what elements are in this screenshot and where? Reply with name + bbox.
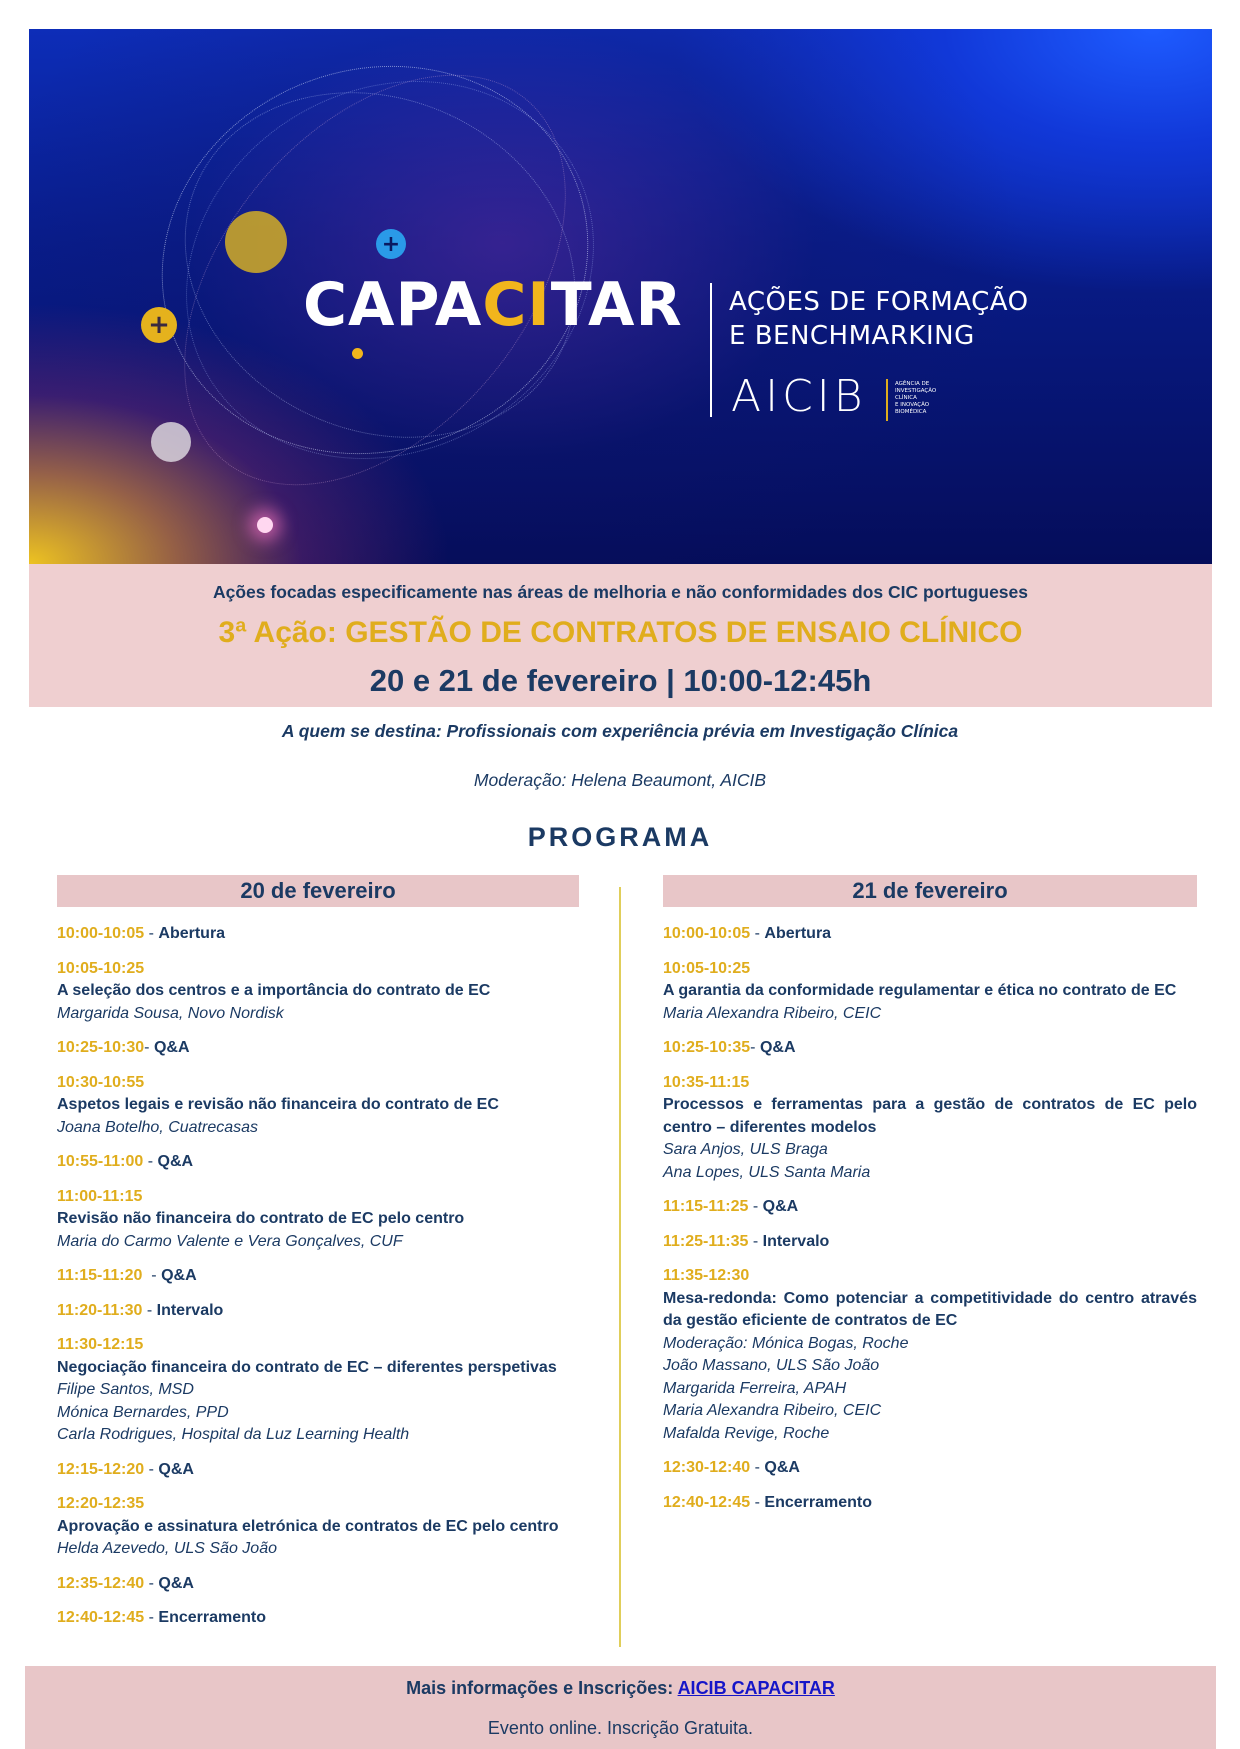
decorative-gold-dot <box>352 348 363 359</box>
session-speaker: João Massano, ULS São João <box>663 1357 880 1374</box>
session-time-line <box>663 1072 1197 1095</box>
session-time-line <box>57 1573 579 1596</box>
session-label: Abertura <box>764 925 832 942</box>
session-title: Mesa-redonda: Como potenciar a competitividade do centro através da gestão eficiente de contratos de EC <box>663 1289 1197 1329</box>
aicib-subtitle <box>895 381 936 416</box>
session-time: 10:05-10:25 <box>57 959 145 977</box>
time-separator: - <box>750 1493 765 1511</box>
program-session <box>57 1037 579 1060</box>
session-time-line <box>57 1493 579 1516</box>
session-time: 12:20-12:35 <box>57 1495 145 1512</box>
session-time: 12:40-12:45 <box>663 1493 751 1511</box>
session-title: Processos e ferramentas para a gestão de contratos de EC pelo centro – diferentes modelos <box>663 1096 1197 1136</box>
program-session <box>57 1151 579 1174</box>
time-separator: - <box>750 925 765 942</box>
session-time: 12:15-12:20 <box>57 1460 145 1478</box>
session-list <box>57 907 579 1630</box>
program-session <box>57 1186 579 1254</box>
aicib-subtitle-line: AGÊNCIA DE <box>895 381 930 387</box>
time-separator: - <box>143 1153 158 1170</box>
session-speaker: Ana Lopes, ULS Santa Maria <box>663 1163 871 1181</box>
session-speaker: Mónica Bernardes, PPD <box>57 1403 229 1421</box>
tagline-line: E BENCHMARKING <box>729 321 975 351</box>
session-label: Q&A <box>157 1153 194 1170</box>
event-format: Evento online. Inscrição Gratuita. <box>487 1718 754 1738</box>
program-session <box>57 1573 579 1596</box>
time-separator: - <box>144 1460 159 1478</box>
session-title: A garantia da conformidade regulamentar e ética no contrato de EC <box>663 982 1177 999</box>
session-time-line <box>57 1072 579 1095</box>
session-speaker: Moderação: Mónica Bogas, Roche <box>663 1334 909 1352</box>
session-label: Q&A <box>158 1460 194 1478</box>
session-time-line <box>57 1186 579 1209</box>
session-time: 11:00-11:15 <box>57 1187 143 1205</box>
session-time: 11:15-11:25 <box>663 1198 749 1215</box>
program-session <box>663 1072 1197 1185</box>
session-time: 11:30-12:15 <box>57 1336 144 1353</box>
day-header: 20 de fevereiro <box>57 875 579 907</box>
session-label: Q&A <box>764 1459 800 1476</box>
session-time: 10:55-11:00 <box>57 1153 144 1170</box>
session-label: Intervalo <box>762 1232 830 1250</box>
logo-text: CAPA <box>303 270 483 340</box>
session-label: Q&A <box>153 1039 190 1056</box>
day-column-21 <box>663 875 1197 1526</box>
program-session <box>57 1607 579 1630</box>
session-time: 11:15-11:20 <box>57 1267 143 1284</box>
aicib-subtitle-line: E INOVAÇÃO <box>895 402 930 408</box>
logo-highlight: CI <box>482 270 551 340</box>
time-separator: - <box>748 1198 763 1215</box>
program-session <box>663 1231 1197 1254</box>
session-time: 12:40-12:45 <box>57 1609 145 1626</box>
session-time: 12:30-12:40 <box>663 1459 751 1476</box>
session-time-line <box>663 1037 1197 1060</box>
session-time-line <box>663 1457 1197 1480</box>
program-session <box>57 1459 579 1482</box>
session-time: 10:30-10:55 <box>57 1073 145 1091</box>
session-speaker: Helda Azevedo, ULS São João <box>57 1540 277 1557</box>
session-time: 10:00-10:05 <box>57 925 145 942</box>
session-time-line <box>57 1607 579 1630</box>
logo-divider <box>710 283 712 417</box>
program-session <box>663 1492 1197 1515</box>
session-time-line <box>663 1265 1197 1288</box>
session-time: 10:25-10:35 <box>663 1039 751 1056</box>
time-separator: - <box>750 1459 765 1476</box>
session-title: Negociação financeira do contrato de EC – diferentes perspetivas <box>57 1358 557 1376</box>
session-time: 11:35-12:30 <box>663 1267 750 1284</box>
session-label: Encerramento <box>158 1609 266 1626</box>
session-time-line <box>57 958 579 981</box>
session-speaker: Maria do Carmo Valente e Vera Gonçalves, CUF <box>57 1232 403 1250</box>
session-label: Q&A <box>762 1198 799 1215</box>
session-time: 10:25-10:30 <box>57 1039 145 1056</box>
aicib-subtitle-line: INVESTIGAÇÃO <box>895 388 937 394</box>
session-label: Q&A <box>759 1039 796 1056</box>
capacitar-logo <box>303 270 683 340</box>
aicib-logo-separator <box>886 379 888 421</box>
more-info-label: Mais informações e Inscrições: <box>406 1678 678 1698</box>
time-separator: - <box>144 1609 159 1626</box>
session-time: 11:25-11:35 <box>663 1232 749 1250</box>
session-time-line <box>663 1231 1197 1254</box>
moderation: Moderação: Helena Beaumont, AICIB <box>473 770 767 790</box>
session-title: A seleção dos centros e a importância do contrato de EC <box>57 982 491 999</box>
session-speaker: Carla Rodrigues, Hospital da Luz Learning Health <box>57 1426 410 1443</box>
session-time-line <box>57 1300 579 1323</box>
program-session <box>57 1334 579 1447</box>
decorative-grey-circle <box>151 422 191 462</box>
session-time-line <box>57 1334 579 1357</box>
program-session <box>57 1072 579 1140</box>
session-title: Revisão não financeira do contrato de EC pelo centro <box>57 1210 465 1227</box>
action-title: 3ª Ação: GESTÃO DE CONTRATOS DE ENSAIO CLÍNICO <box>218 616 1023 649</box>
footer-band <box>25 1666 1216 1749</box>
tagline-line: AÇÕES DE FORMAÇÃO <box>729 287 1029 317</box>
program-session <box>663 1265 1197 1445</box>
session-time: 12:35-12:40 <box>57 1574 145 1592</box>
time-separator: - <box>144 1039 154 1056</box>
session-time-line <box>57 1151 579 1174</box>
session-label: Encerramento <box>764 1493 872 1511</box>
event-banner <box>29 29 1212 564</box>
session-label: Intervalo <box>156 1301 224 1319</box>
target-audience: A quem se destina: Profissionais com experiência prévia em Investigação Clínica <box>281 721 959 741</box>
aicib-subtitle-line: CLÍNICA <box>895 395 917 401</box>
focus-statement: Ações focadas especificamente nas áreas de melhoria e não conformidades dos CIC portugueses <box>213 582 1028 602</box>
logo-text: TAR <box>550 270 683 340</box>
program-session <box>663 958 1197 1026</box>
program-session <box>663 923 1197 946</box>
registration-link[interactable]: AICIB CAPACITAR <box>677 1678 835 1698</box>
session-time-line <box>57 923 579 946</box>
program-session <box>57 958 579 1026</box>
time-separator: - <box>144 1574 159 1592</box>
program-session <box>57 1300 579 1323</box>
program-session <box>663 1457 1197 1480</box>
session-title: Aspetos legais e revisão não financeira do contrato de EC <box>57 1096 499 1113</box>
session-speaker: Filipe Santos, MSD <box>57 1381 194 1398</box>
column-divider <box>619 887 621 1647</box>
program-session <box>663 1196 1197 1219</box>
event-dates: 20 e 21 de fevereiro | 10:00-12:45h <box>369 663 872 698</box>
program-session <box>57 1265 579 1288</box>
time-separator: - <box>748 1232 763 1250</box>
decorative-gold-circle <box>225 211 287 273</box>
session-time: 11:20-11:30 <box>57 1301 143 1319</box>
aicib-subtitle-line: BIOMÉDICA <box>895 409 927 415</box>
session-time-line <box>663 958 1197 981</box>
session-label: Q&A <box>158 1574 194 1592</box>
session-label: Q&A <box>161 1267 197 1284</box>
time-separator: - <box>144 925 159 942</box>
decorative-glow <box>257 517 273 533</box>
program-heading: PROGRAMA <box>527 822 713 852</box>
session-speaker: Margarida Sousa, Novo Nordisk <box>57 1004 284 1022</box>
session-speaker: Maria Alexandra Ribeiro, CEIC <box>663 1004 882 1022</box>
session-speaker: Maria Alexandra Ribeiro, CEIC <box>663 1402 882 1419</box>
session-time-line <box>663 1492 1197 1515</box>
session-time-line <box>57 1037 579 1060</box>
program-session <box>57 1493 579 1561</box>
session-time-line <box>663 1196 1197 1219</box>
aicib-logo: AICIB <box>731 371 867 422</box>
session-speaker: Margarida Ferreira, APAH <box>663 1379 847 1397</box>
time-separator: - <box>750 1039 760 1056</box>
session-speaker: Sara Anjos, ULS Braga <box>663 1141 828 1158</box>
program-session <box>57 923 579 946</box>
day-column-20 <box>57 875 579 1642</box>
session-speaker: Mafalda Revige, Roche <box>663 1424 830 1442</box>
day-header: 21 de fevereiro <box>663 875 1197 907</box>
session-time: 10:05-10:25 <box>663 959 751 977</box>
time-separator: - <box>142 1301 157 1319</box>
session-time: 10:35-11:15 <box>663 1073 750 1091</box>
session-time-line <box>663 923 1197 946</box>
banner-tagline <box>729 285 1029 353</box>
session-list <box>663 907 1197 1514</box>
plus-icon: + <box>376 229 406 259</box>
program-session <box>663 1037 1197 1060</box>
session-speaker: Joana Botelho, Cuatrecasas <box>57 1118 259 1136</box>
more-info <box>25 1678 1216 1699</box>
plus-icon: + <box>141 307 177 343</box>
time-separator: - <box>142 1267 162 1284</box>
session-time-line <box>57 1265 579 1288</box>
session-time: 10:00-10:05 <box>663 925 751 942</box>
session-label: Abertura <box>158 925 226 942</box>
intro-band <box>29 564 1212 707</box>
session-time-line <box>57 1459 579 1482</box>
session-title: Aprovação e assinatura eletrónica de contratos de EC pelo centro <box>57 1517 559 1535</box>
